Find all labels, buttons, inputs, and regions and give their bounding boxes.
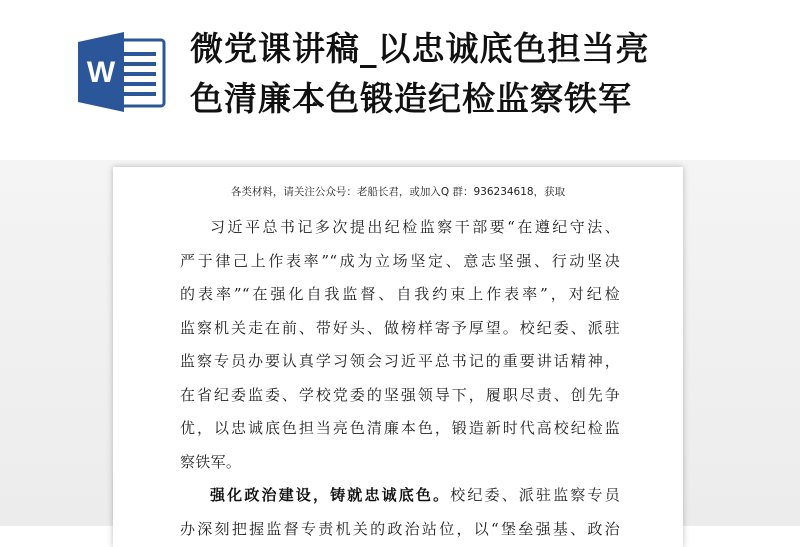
paragraph-1-line: 习近平总书记多次提出纪检监察干部要“在遵纪守法、 <box>210 218 620 236</box>
paragraph-2-line <box>180 479 620 513</box>
paragraph-2-text: 校纪委、派驻监察专员 <box>450 486 620 504</box>
title-line-1: 微党课讲稿_以忠诚底色担当亮 <box>190 29 650 68</box>
document-header-note: 各类材料，请关注公众号：老船长君，或加入Q 群：936234618，获取 <box>230 186 566 198</box>
word-document-icon <box>76 32 168 112</box>
paragraph-1-line: 监察机关走在前、带好头、做榜样寄予厚望。校纪委、派驻 <box>180 318 620 337</box>
title-line-2: 色清廉本色锻造纪检监察铁军 <box>190 79 632 118</box>
page-title <box>190 24 790 124</box>
document-body <box>180 211 620 546</box>
document-page <box>113 167 683 547</box>
paragraph-1-line: 优，以忠诚底色担当亮色清廉本色，锻造新时代高校纪检监 <box>180 419 620 437</box>
paragraph-1-line: 在省纪委监委、学校党委的坚强领导下，履职尽责、创先争 <box>180 385 620 404</box>
section-heading: 强化政治建设，铸就忠诚底色。 <box>210 486 451 504</box>
paragraph-1-line: 察铁军。 <box>180 452 242 471</box>
word-icon-letter: W <box>86 56 116 89</box>
paragraph-1-line: 的表率”“在强化自我监督、自我约束上作表率”，对纪检 <box>180 285 620 303</box>
paragraph-1-line: 严于律己上作表率”“成为立场坚定、意志坚强、行动坚决 <box>180 251 620 270</box>
paragraph-2-line: 办深刻把握监督专责机关的政治站位，以“堡垒强基、政治 <box>180 519 620 538</box>
paragraph-1-line: 监察专员办要认真学习领会习近平总书记的重要讲话精神， <box>180 352 620 370</box>
banner-header <box>0 0 800 160</box>
